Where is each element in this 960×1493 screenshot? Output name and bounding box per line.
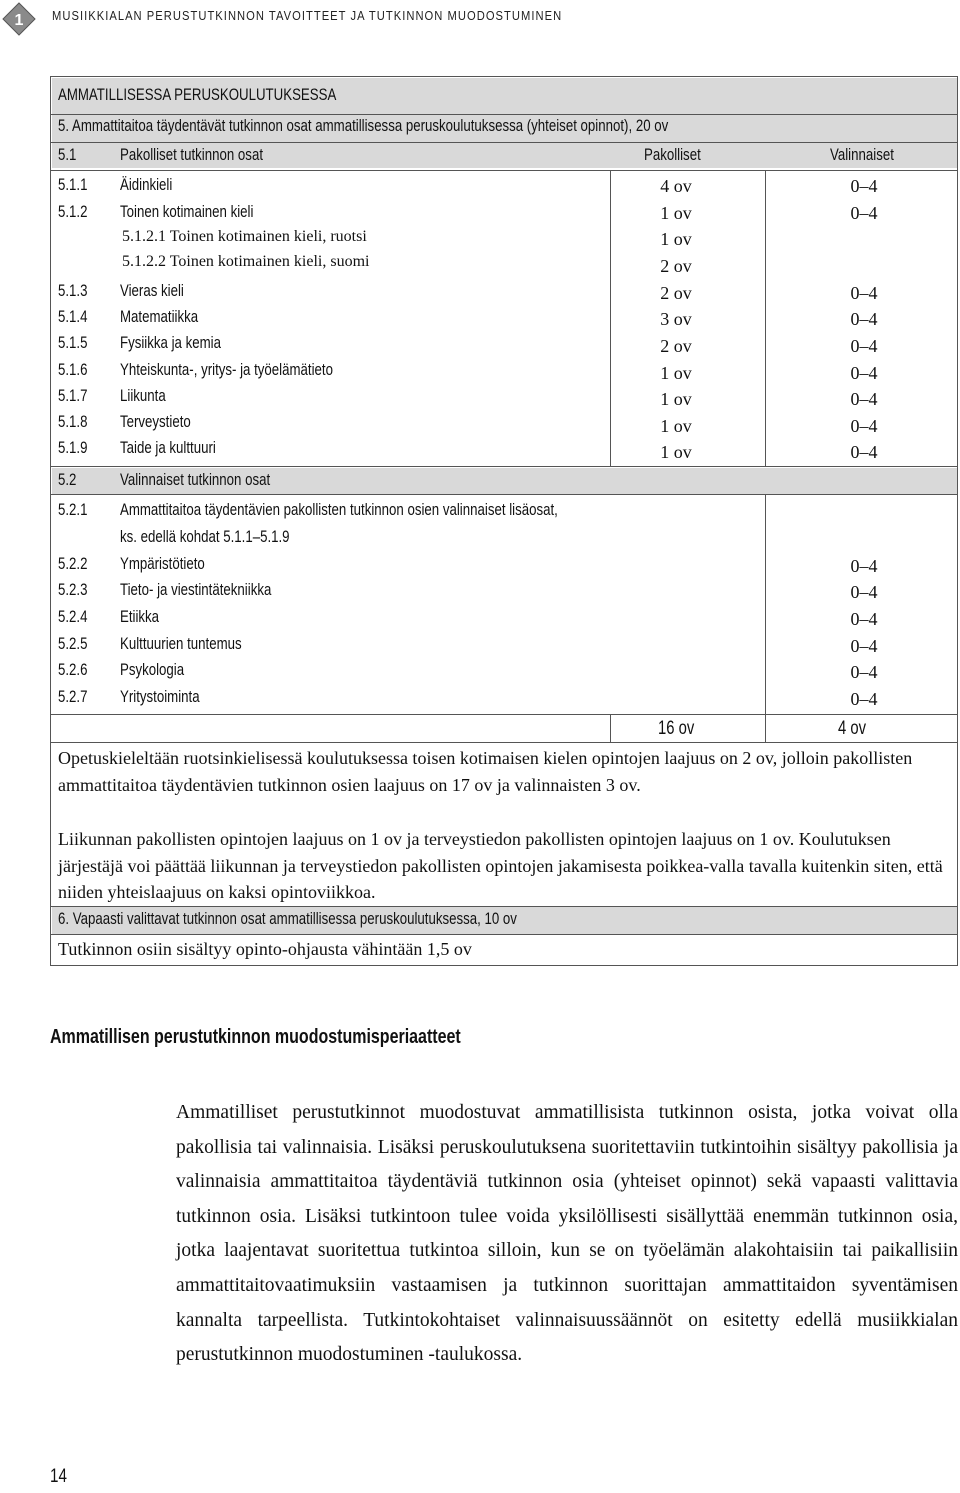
row-mandatory: 1 ov — [660, 363, 692, 383]
col-header-mandatory: Pakolliset — [644, 145, 701, 164]
row-label: 5.1.2.2 Toinen kotimainen kieli, suomi — [122, 253, 370, 270]
section-heading: Ammatillisen perustutkinnon muodostumisperiaatteet — [50, 1026, 461, 1048]
note-pe-health: Liikunnan pakollisten opintojen laajuus on 1 ov ja terveystiedon pakollisten opintojen laajuus on 1 ov. Koulutuksen järjestäjä voi päättää liikunnan ja terveystiedon pakollisten opintojen jakamisesta poikkea-valla tavalla kuitenkin siten, että niiden yhteislaajuus on kaksi opintoviikkoa. — [58, 829, 943, 902]
col-header-num: 5.1 — [58, 145, 77, 164]
table-heading: AMMATILLISESSA PERUSKOULUTUKSESSA — [58, 85, 337, 104]
rule — [50, 494, 958, 495]
row-label: Yritystoiminta — [120, 687, 200, 706]
row-mandatory: 2 ov — [660, 336, 692, 356]
row-optional: 0–4 — [850, 389, 878, 409]
row-521-line1: Ammattitaitoa täydentävien pakollisten tutkinnon osien valinnaiset lisäosat, — [120, 500, 558, 519]
row-mandatory: 1 ov — [660, 389, 692, 409]
row-num: 5.2.4 — [58, 607, 88, 626]
col-header-optional: Valinnaiset — [830, 145, 894, 164]
row-mandatory: 3 ov — [660, 309, 692, 329]
note-swedish: Opetuskieleltään ruotsinkielisessä koulutuksessa toisen kotimaisen kielen opintojen laajuus on 2 ov, jolloin pakollisten ammattitaitoa täydentävien tutkinnon osien laajuus on 17 ov ja valinnaisten 3 ov. — [58, 748, 913, 795]
row-mandatory: 1 ov — [660, 203, 692, 223]
row-mandatory: 1 ov — [660, 442, 692, 462]
row-label: Äidinkieli — [120, 175, 173, 194]
total-mandatory: 16 ov — [658, 718, 695, 739]
rule — [50, 466, 958, 467]
col-header-label: Pakolliset tutkinnon osat — [120, 145, 264, 164]
row-num: 5.2.7 — [58, 687, 88, 706]
row-mandatory: 2 ov — [660, 283, 692, 303]
row-num: 5.1.9 — [58, 438, 88, 457]
row-label: Liikunta — [120, 386, 166, 405]
row-label: Etiikka — [120, 607, 160, 626]
row-mandatory: 1 ov — [660, 229, 692, 249]
row-num: 5.2.2 — [58, 554, 88, 573]
section52-label: Valinnaiset tutkinnon osat — [120, 470, 271, 489]
row-optional: 0–4 — [850, 363, 878, 383]
row-label: Matematiikka — [120, 307, 199, 326]
row-optional: 0–4 — [850, 662, 878, 682]
row-label: Taide ja kulttuuri — [120, 438, 216, 457]
row-num: 5.2.6 — [58, 660, 88, 679]
row-optional: 0–4 — [850, 176, 878, 196]
row-label: Psykologia — [120, 660, 185, 679]
row-label: Terveystieto — [120, 412, 191, 431]
row-optional: 0–4 — [850, 416, 878, 436]
section6-note: Tutkinnon osiin sisältyy opinto-ohjausta vähintään 1,5 ov — [58, 939, 472, 959]
row-label: Ympäristötieto — [120, 554, 205, 573]
col-rule — [765, 170, 766, 466]
row-label: Vieras kieli — [120, 281, 184, 300]
row-num: 5.1.5 — [58, 333, 88, 352]
row-num: 5.2.3 — [58, 580, 88, 599]
row-mandatory: 1 ov — [660, 416, 692, 436]
running-header-title: MUSIIKKIALAN PERUSTUTKINNON TAVOITTEET JA TUTKINNON MUODOSTUMINEN — [52, 8, 563, 23]
row-optional: 0–4 — [850, 556, 878, 576]
row-mandatory: 4 ov — [660, 176, 692, 196]
row-optional: 0–4 — [850, 582, 878, 602]
col-rule — [765, 494, 766, 742]
section52-num: 5.2 — [58, 470, 77, 489]
row-label: Fysiikka ja kemia — [120, 333, 221, 352]
row-optional: 0–4 — [850, 689, 878, 709]
row-num: 5.1.2 — [58, 202, 88, 221]
row-optional: 0–4 — [850, 336, 878, 356]
svg-text:1: 1 — [14, 12, 24, 29]
rule — [50, 742, 958, 743]
row-label: Tieto- ja viestintätekniikka — [120, 580, 272, 599]
col-rule — [610, 714, 611, 742]
row-num: 5.2.5 — [58, 634, 88, 653]
rule — [50, 906, 958, 907]
row-num: 5.1.7 — [58, 386, 88, 405]
row-optional: 0–4 — [850, 442, 878, 462]
row-optional: 0–4 — [850, 636, 878, 656]
row-label: Yhteiskunta-, yritys- ja työelämätieto — [120, 360, 333, 379]
rule — [50, 114, 958, 115]
page-number: 14 — [50, 1466, 67, 1487]
section-body: Ammatilliset perustutkinnot muodostuvat ammatillisista tutkinnon osista, jotka voivat olla pakollisia tai valinnaisia. Lisäksi peruskoulutuksena suoritettaviin tutkintoihin sisältyy pakollisia ja valinnaisia ammattitaitoa täydentäviä tutkinnon osia (yhteiset opinnot) sekä vapaasti valittavia tutkinnon osia. Lisäksi tutkintoon tulee voida yksilöllisesti sisällyttää enemmän tutkinnon osia, jotka laajentavat suoritettua tutkintoa silloin, kun se on työelämän alakohtaisiin tai paikallisiin ammattitaitovaatimuksiin vastaamisen ja tutkinnon suorittajan ammattitaidon syventämisen kannalta tarpeellista. Tutkintokohtaiset valinnaisuussäännöt on esitetty edellä musiikkialan perustutkinnon muodostuminen -taulukossa. — [176, 1102, 958, 1366]
row-optional: 0–4 — [850, 203, 878, 223]
row-optional: 0–4 — [850, 609, 878, 629]
rule — [50, 170, 958, 171]
row-optional: 0–4 — [850, 309, 878, 329]
section5-title: 5. Ammattitaitoa täydentävät tutkinnon osat ammatillisessa peruskoulutuksessa (yhteiset opinnot), 20 ov — [58, 116, 669, 135]
row-num: 5.1.3 — [58, 281, 88, 300]
row-label: Toinen kotimainen kieli — [120, 202, 254, 221]
row-num: 5.1.4 — [58, 307, 88, 326]
section6-title: 6. Vapaasti valittavat tutkinnon osat ammatillisessa peruskoulutuksessa, 10 ov — [58, 909, 517, 928]
row-521-num: 5.2.1 — [58, 500, 88, 519]
rule — [50, 934, 958, 935]
row-521-line2: ks. edellä kohdat 5.1.1–5.1.9 — [120, 527, 290, 546]
row-label: 5.1.2.1 Toinen kotimainen kieli, ruotsi — [122, 228, 367, 245]
row-num: 5.1.1 — [58, 175, 88, 194]
row-label: Kulttuurien tuntemus — [120, 634, 242, 653]
row-optional: 0–4 — [850, 283, 878, 303]
total-optional: 4 ov — [838, 718, 867, 739]
row-mandatory: 2 ov — [660, 256, 692, 276]
col-rule — [610, 170, 611, 466]
rule — [50, 714, 958, 715]
rule — [50, 142, 958, 143]
row-num: 5.1.8 — [58, 412, 88, 431]
row-num: 5.1.6 — [58, 360, 88, 379]
chapter-badge-icon — [2, 2, 36, 36]
